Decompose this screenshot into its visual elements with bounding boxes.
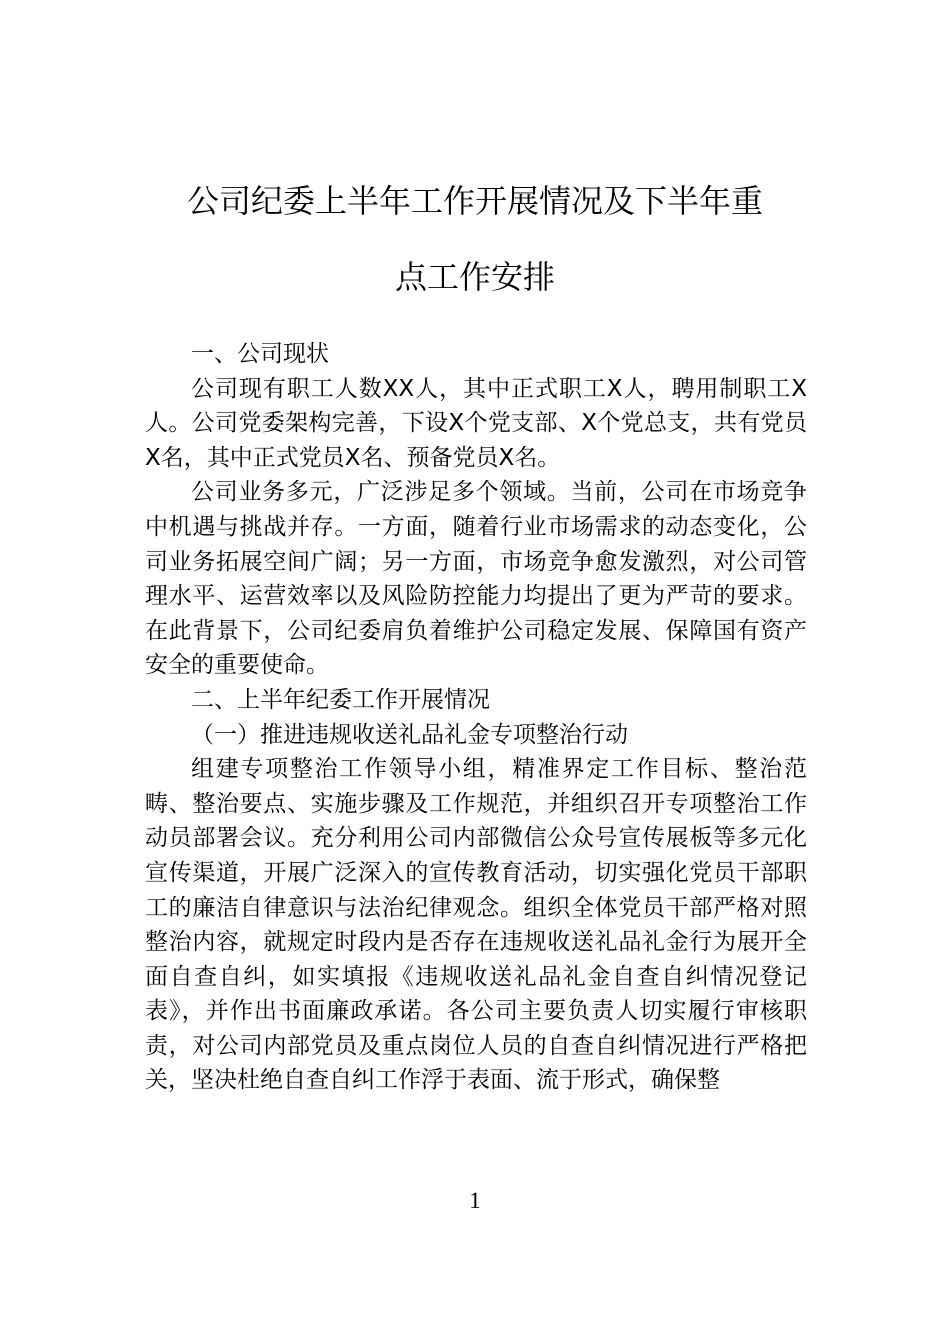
paragraph-staff: 公司现有职工人数XX人，其中正式职工X人，聘用制职工X人。公司党委架构完善，下设X个党支部、X个党总支，共有党员X名，其中正式党员X名、预备党员X名。 (145, 375, 807, 471)
section-heading-first-half: 二、上半年纪委工作开展情况 (191, 686, 490, 713)
document-body (145, 337, 807, 1098)
title-line-1: 公司纪委上半年工作开展情况及下半年重 (186, 182, 763, 220)
paragraph-campaign: 组建专项整治工作领导小组，精准界定工作目标、整治范畴、整治要点、实施步骤及工作规范，并组织召开专项整治工作动员部署会议。充分利用公司内部微信公众号宣传展板等多元化宣传渠道，开展广泛深入的宣传教育活动，切实强化党员干部职工的廉洁自律意识与法治纪律观念。组织全体党员干部严格对照整治内容，就规定时段内是否存在违规收送礼品礼金行为展开全面自查自纠，如实填报《违规收送礼品礼金自查自纠情况登记表》，并作出书面廉政承诺。各公司主要负责人切实履行审核职责，对公司内部党员及重点岗位人员的自查自纠情况进行严格把关，坚决杜绝自查自纠工作浮于表面、流于形式，确保整 (145, 756, 807, 1094)
paragraph-business: 公司业务多元，广泛涉足多个领域。当前，公司在市场竞争中机遇与挑战并存。一方面，随着行业市场需求的动态变化，公司业务拓展空间广阔；另一方面，市场竞争愈发激烈，对公司管理水平、运营效率以及风险防控能力均提出了更为严苛的要求。在此背景下，公司纪委肩负着维护公司稳定发展、保障国有资产安全的重要使命。 (145, 479, 807, 679)
subsection-heading-gifts: （一）推进违规收送礼品礼金专项整治行动 (191, 721, 628, 748)
section-heading-status: 一、公司现状 (191, 341, 329, 367)
title-line-2: 点工作安排 (394, 258, 555, 296)
document-title (145, 163, 805, 315)
page-number: 1 (469, 1188, 481, 1213)
